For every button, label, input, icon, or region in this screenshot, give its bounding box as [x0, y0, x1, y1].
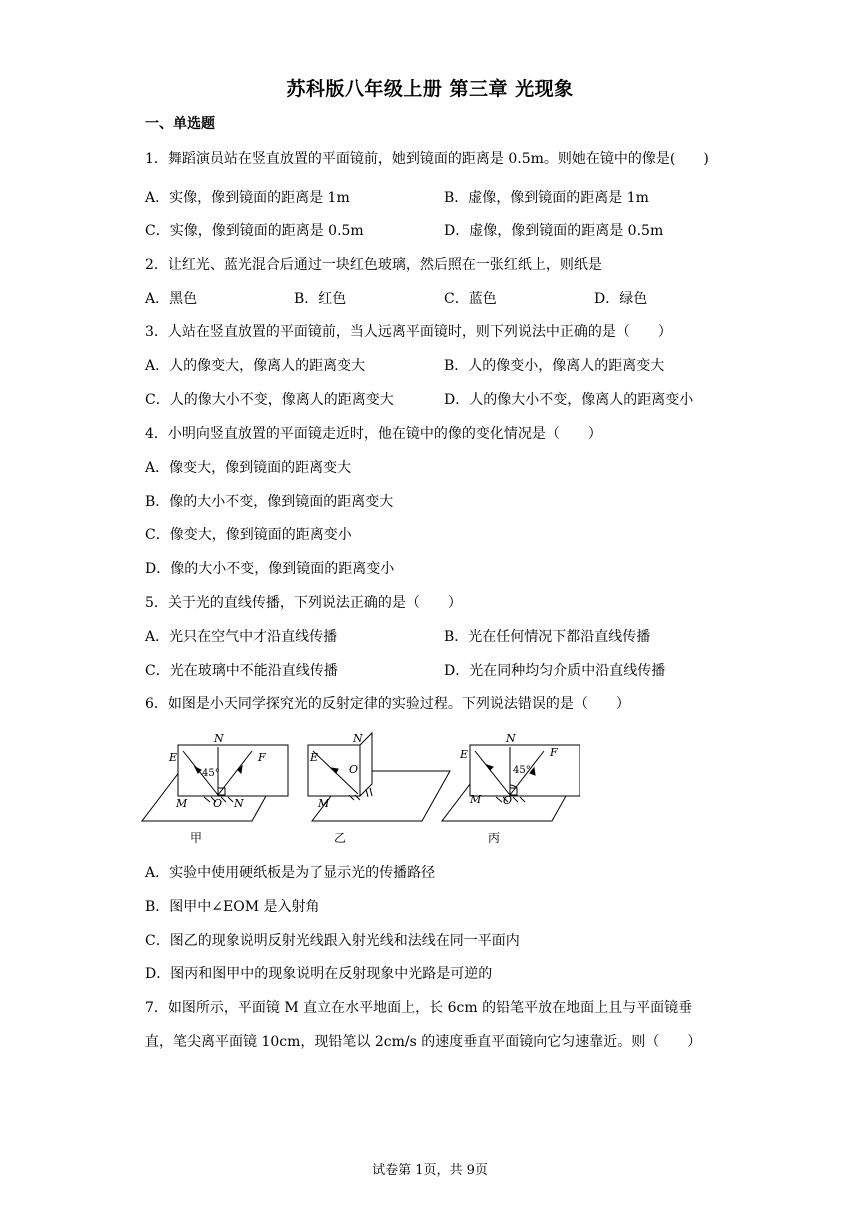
page-title: 苏科版八年级上册 第三章 光现象 [286, 78, 574, 100]
question-6-option-b: B．图甲中∠EOM 是入射角 [145, 899, 320, 915]
jia-label-e: E [169, 751, 178, 764]
section-heading: 一、单选题 [145, 116, 215, 132]
bing-label-o: O [503, 794, 513, 807]
bing-label-n: N [506, 732, 516, 745]
question-3-option-d: D．人的像大小不变，像离人的距离变小 [444, 392, 694, 408]
question-2-option-a: A．黑色 [145, 291, 198, 307]
question-5-stem: 5．关于光的直线传播，下列说法正确的是（ ） [145, 595, 462, 611]
bing-angle-label: 45° [513, 765, 531, 776]
reflection-experiment-figure [140, 728, 580, 848]
jia-cardboard [178, 745, 288, 796]
question-5-option-c: C．光在玻璃中不能沿直线传播 [145, 663, 338, 679]
jia-label-o: O [213, 797, 223, 810]
question-6-option-a: A．实验中使用硬纸板是为了显示光的传播路径 [145, 865, 436, 881]
question-4-option-b: B．像的大小不变，像到镜面的距离变大 [145, 494, 394, 510]
question-6-option-c: C．图乙的现象说明反射光线跟入射光线和法线在同一平面内 [145, 933, 520, 949]
bing-label-e: E [460, 748, 469, 761]
question-3-option-c: C．人的像大小不变，像离人的距离变大 [145, 392, 394, 408]
question-5-option-d: D．光在同种均匀介质中沿直线传播 [444, 663, 666, 679]
question-1-option-d: D．虚像，像到镜面的距离是 0.5m [444, 223, 664, 239]
jia-label-n2: N [234, 797, 244, 810]
question-3-option-b: B．人的像变小，像离人的距离变大 [444, 358, 665, 374]
question-4-option-c: C．像变大，像到镜面的距离变小 [145, 527, 352, 543]
jia-angle-label: 45° [202, 768, 220, 779]
question-6-stem: 6．如图是小天同学探究光的反射定律的实验过程。下列说法错误的是（ ） [145, 696, 630, 712]
question-5-option-b: B．光在任何情况下都沿直线传播 [444, 629, 651, 645]
yi-label-e: E [310, 751, 319, 764]
question-4-option-d: D．像的大小不变，像到镜面的距离变小 [145, 561, 395, 577]
page-footer: 试卷第 1页，共 9页 [372, 1163, 488, 1178]
question-1-stem: 1．舞蹈演员站在竖直放置的平面镜前，她到镜面的距离是 0.5m。则她在镜中的像是( ) [145, 151, 709, 167]
question-1-option-c: C．实像，像到镜面的距离是 0.5m [145, 223, 364, 239]
caption-bing: 丙 [488, 831, 501, 845]
bing-label-m: M [470, 793, 482, 806]
question-5-option-a: A．光只在空气中才沿直线传播 [145, 629, 338, 645]
question-4-option-a: A．像变大，像到镜面的距离变大 [145, 460, 352, 476]
yi-label-o: O [349, 763, 359, 776]
jia-label-f: F [258, 751, 266, 764]
question-7-line-2: 直，笔尖离平面镜 10cm，现铅笔以 2cm/s 的速度垂直平面镜向它匀速靠近。则（ ） [145, 1034, 702, 1050]
yi-label-n: N [353, 732, 363, 745]
diagram-yi [308, 733, 450, 821]
question-2-stem: 2．让红光、蓝光混合后通过一块红色玻璃，然后照在一张红纸上，则纸是 [145, 257, 602, 273]
question-1-option-b: B．虚像，像到镜面的距离是 1m [444, 190, 649, 206]
question-2-option-b: B．红色 [294, 291, 347, 307]
jia-label-n: N [214, 732, 224, 745]
question-2-option-d: D．绿色 [594, 291, 648, 307]
caption-yi: 乙 [334, 831, 347, 845]
jia-label-m: M [176, 797, 188, 810]
question-2-option-c: C．蓝色 [444, 291, 497, 307]
question-3-option-a: A．人的像变大，像离人的距离变大 [145, 358, 366, 374]
question-4-stem: 4．小明向竖直放置的平面镜走近时，他在镜中的像的变化情况是（ ） [145, 426, 602, 442]
bing-label-f: F [550, 746, 558, 759]
yi-label-m: M [318, 797, 330, 810]
caption-jia: 甲 [190, 831, 203, 845]
question-6-option-d: D．图丙和图甲中的现象说明在反射现象中光路是可逆的 [145, 966, 493, 982]
question-1-option-a: A．实像，像到镜面的距离是 1m [145, 190, 350, 206]
question-3-stem: 3．人站在竖直放置的平面镜前，当人远离平面镜时，则下列说法中正确的是（ ） [145, 324, 672, 340]
question-7-line-1: 7．如图所示，平面镜 M 直立在水平地面上，长 6cm 的铅笔平放在地面上且与平面镜垂 [145, 1000, 693, 1016]
